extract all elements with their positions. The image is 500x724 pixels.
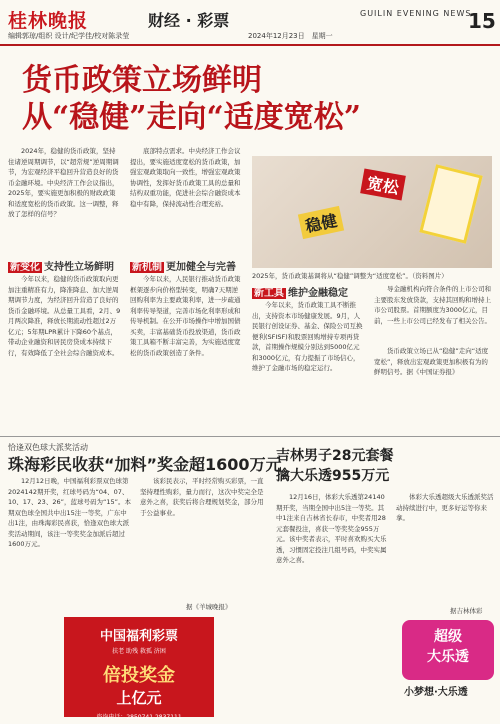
subheading-2 <box>130 258 236 273</box>
page-header <box>0 0 500 46</box>
subheading-1-tag: 新变化 <box>10 262 40 273</box>
ad-title: 中国福利彩票 <box>99 629 178 644</box>
photo-mirror-shape <box>419 164 483 244</box>
column-5-conclusion: 货币政策立场已从“稳健”走向“适度宽松”，释放出宏观政策更加积极有为的鲜明信号。据《中国证券报》 <box>374 347 489 376</box>
promo-line-1: 超级 <box>434 629 462 645</box>
intro-paragraph: 2024年，稳健的货币政策，坚持住诸逆周期调节，以“超常规”逆周期调节，为宏观经济平稳回升营造良好的货币金融环境。中央经济工作会议指出，2025年，要实施更加积极的财政政策和适度宽松的货币政策。这一调整，释放了怎样的信号？ <box>8 147 119 218</box>
photo-caption: 2025年，货币政策基调将从“稳健”调整为“适度宽松”。（资料图片） <box>252 272 448 280</box>
section-title: 财经 · 彩票 <box>148 11 230 30</box>
article3-headline-line-1: 吉林男子28元套餐 <box>276 448 394 464</box>
headline-line-2: 从“稳健”走向“适度宽松” <box>22 100 362 135</box>
welfare-lottery-ad <box>64 617 214 721</box>
ad-highlight: 倍投奖金 <box>103 665 175 686</box>
subheading-3-title: 维护金融稳定 <box>288 288 348 299</box>
main-headline <box>22 62 361 136</box>
subheading-3-tag: 新工具 <box>254 288 284 299</box>
photo-tag-loose: 宽松 <box>360 169 406 201</box>
column-5-text: 导金融机构向符合条件的上市公司和主要股东发放贷款，支持其回购和增持上市公司股票。首期额度为3000亿元，目前，一些上市公司已经发布了相关公告。 <box>374 285 491 325</box>
promo-line-2: 大乐透 <box>427 649 469 665</box>
newspaper-logo: 桂林晚报 <box>8 10 89 32</box>
subheading-2-body: 今年以来，人民银行推动货币政策框架逐步向价格型转变，明确7天期逆回购利率为主要政策利率，进一步疏通利率传导渠道，完善市场化利率形成和传导机制。在公开市场操作中增加国债买卖，丰富基础货币投放渠道，货币政策工具箱不断丰富完善，为实施适度宽松的货币政策创造了条件。 <box>130 275 241 357</box>
subheading-2-title: 更加健全与完善 <box>166 262 236 273</box>
section-divider <box>0 436 500 437</box>
super-lotto-promo <box>402 620 494 680</box>
subheading-1 <box>8 258 114 273</box>
article2-kicker: 恰逢双色球大派奖活动 <box>8 443 88 452</box>
article2-headline: 珠海彩民收获“加料”奖金超1600万元 <box>8 455 282 474</box>
subheading-3-body: 今年以来，货币政策工具不断推出，支持资本市场健康发展。9月，人民银行创设证券、基金、保险公司互换便利(SFISF)和股票回购增持专项再贷款，首期操作规模分别达到5000亿元和3000亿元，有力提振了市场信心，维护了金融市场的稳定运行。 <box>252 301 363 372</box>
subheading-2-tag: 新机制 <box>132 262 162 273</box>
headline-line-1: 货币政策立场鲜明 <box>22 63 262 98</box>
article2-body-2: 该彩民表示，平时经常购买彩票，一直坚持理性购彩，量力而行，这次中奖完全是意外之喜，获奖后将合理规划奖金，部分用于公益事业。 <box>140 477 264 517</box>
promo-slogan: 小梦想·大乐透 <box>404 687 468 698</box>
article3-body-2: 体彩大乐透超级大乐透派奖活动持续进行中，更多好运等你来拿。 <box>396 493 494 522</box>
issue-date: 2024年12月23日 星期一 <box>248 32 333 40</box>
article3-headline <box>276 446 486 486</box>
column-2-text: 底部特点需求。中央经济工作会议提出，要实施适度宽松的货币政策，加强宏观政策取向一致性，增强宏观政策协调性，发挥好货币政策工具的总量和结构双重功能，促进社会综合融资成本稳中有降，保持流动性合理充裕。 <box>130 147 241 208</box>
page-number: 15 <box>468 9 496 33</box>
subheading-1-body: 今年以来，稳健的货币政策取向更加注重精准有力，降准降息、加大逆周期调节力度，为经济回升营造了良好的货币金融环境。从总量工具看，2月、9月两次降准，释放长期流动性超过2万亿元；5年期LPR累计下降60个基点，带动企业融资和居民房贷成本持续下行，有效降低了全社会综合融资成本。 <box>8 275 121 357</box>
ad-amount: 上亿元 <box>116 689 162 707</box>
ad-slogan: 扶老 助残 救孤 济困 <box>112 648 166 655</box>
editor-credits: 编辑郭琼/组织 设计/纪学佳/校对陈录莹 <box>8 32 130 40</box>
article3-body: 12月16日，体彩大乐透第24140期开奖，当期全国中出5注一等奖。其中1注来自吉林省长春市，中奖者用28元套餐投注，喜获一等奖奖金955万元。该中奖者表示，平时喜欢购买大乐透，习惯固定投注几组号码，中奖实属意外之喜。 <box>276 493 387 564</box>
news-photo <box>252 156 492 268</box>
ad-phone: 咨询电话：2850741 2837111 <box>96 714 182 721</box>
subheading-1-title: 支持性立场鲜明 <box>44 262 114 273</box>
paper-name-en: GUILIN EVENING NEWS <box>360 9 472 18</box>
subheading-3 <box>252 284 348 299</box>
photo-tag-stable: 稳健 <box>298 206 344 239</box>
article2-body: 12月12日晚，中国福利彩票双色球第2024142期开奖，红球号码为“04、07、10、17、23、26”，蓝球号码为“15”。本期双色球全国共中出15注一等奖，广东中出1注，由珠海彩民喜获，恰逢双色球大派奖活动期间，该注一等奖奖金加派后超过1600万元。 <box>8 477 131 548</box>
article2-credit: 据《羊城晚报》 <box>186 603 232 611</box>
article3-headline-line-2: 擒大乐透955万元 <box>276 468 390 484</box>
article3-credit: 据吉林体彩 <box>450 607 483 615</box>
